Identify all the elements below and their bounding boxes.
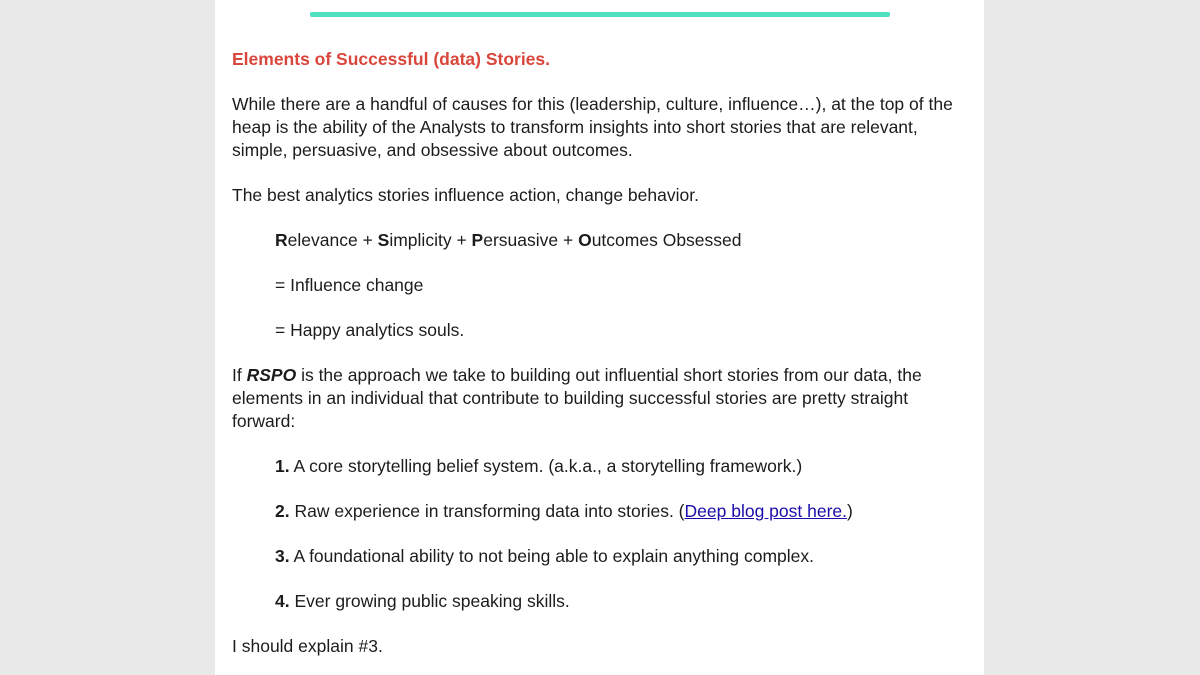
closing-line: I should explain #3.	[232, 636, 383, 656]
formula-s: S	[377, 230, 390, 250]
formula-result-1: = Influence change	[275, 275, 424, 295]
document-page	[215, 0, 984, 675]
list-item: 1. A core storytelling belief system. (a.k.a., a storytelling framework.)	[275, 456, 803, 476]
intro-paragraph: While there are a handful of causes for this (leadership, culture, influence…), at the top of the heap is the ability of the Analysts to transform insights into short stories that are relevant, simple, persuasive, and obsessive about outcomes.	[232, 94, 953, 160]
list-item: 4. Ever growing public speaking skills.	[275, 591, 570, 611]
formula-o: O	[578, 230, 592, 250]
deep-blog-post-link[interactable]: Deep blog post here.	[684, 501, 847, 521]
rspo-acronym: RSPO	[246, 365, 297, 385]
formula-p: P	[471, 230, 484, 250]
section-heading: Elements of Successful (data) Stories.	[232, 49, 551, 69]
formula-line: Relevance + Simplicity + Persuasive + Outcomes Obsessed	[275, 230, 742, 250]
rspo-paragraph: If RSPO is the approach we take to building out influential short stories from our data, the elements in an individual that contribute to building successful stories are pretty straight forward:	[232, 365, 922, 431]
formula-r: R	[275, 230, 288, 250]
accent-divider	[310, 12, 890, 17]
list-item: 3. A foundational ability to not being able to explain anything complex.	[275, 546, 815, 566]
best-stories-paragraph: The best analytics stories influence action, change behavior.	[232, 185, 699, 205]
list-item: 2. Raw experience in transforming data into stories. (Deep blog post here.)	[275, 501, 853, 521]
article-body	[232, 48, 962, 658]
formula-result-2: = Happy analytics souls.	[275, 320, 465, 340]
